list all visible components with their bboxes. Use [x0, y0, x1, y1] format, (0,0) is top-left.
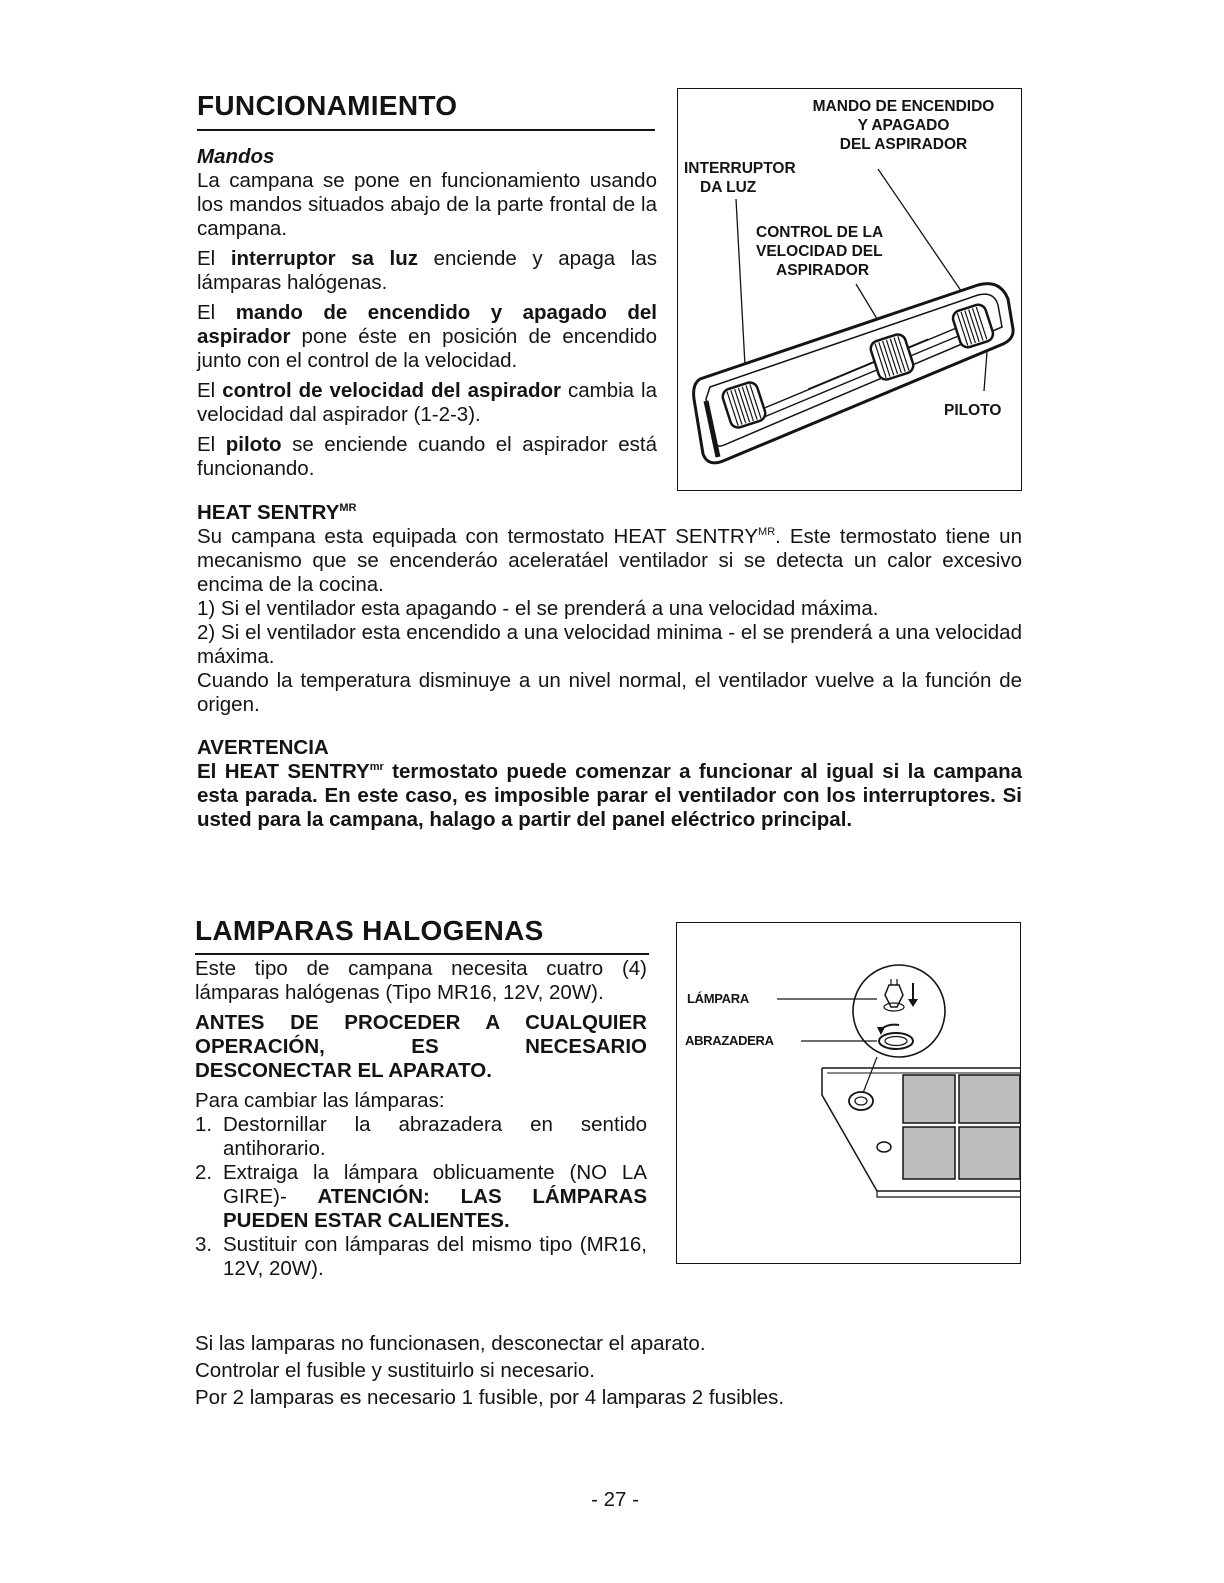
heat-sentry-case-2: 2) Si el ventilador esta encendido a una velocidad minima - el se prenderá a una velocidad máxima.: [197, 621, 1022, 668]
label-abrazadera: ABRAZADERA: [685, 1033, 774, 1048]
fuse-note-2: Controlar el fusible y sustituirlo si necesario.: [195, 1359, 595, 1382]
step-text: Sustituir con lámparas del mismo tipo (MR16, 12V, 20W).: [223, 1233, 647, 1280]
lamps-text-block: [195, 957, 647, 1281]
label-piloto: PILOTO: [944, 402, 1002, 419]
halogen-lamp-illustration: [677, 923, 1020, 1263]
label-line: ASPIRADOR: [776, 262, 870, 279]
heat-sentry-description: [197, 525, 1022, 597]
label-line: INTERRUPTOR: [684, 160, 796, 177]
text: El: [197, 379, 223, 402]
fuse-note-3: Por 2 lamparas es necesario 1 fusible, por 4 lamparas 2 fusibles.: [195, 1386, 785, 1409]
step-text: Destornillar la abrazadera en sentido antihorario.: [223, 1113, 647, 1160]
trademark-sup: MR: [758, 526, 776, 539]
label-line: CONTROL DE LA: [756, 224, 884, 241]
paragraph-intro: La campana se pone en funcionamiento usando los mandos situados abajo de la parte frontal de la campana.: [197, 169, 657, 240]
label-line: MANDO DE ENCENDIDO: [812, 98, 995, 115]
paragraph-change-lamps: Para cambiar las lámparas:: [195, 1089, 445, 1112]
step-number: 1.: [195, 1113, 213, 1136]
grease-filter-panels: [903, 1075, 1020, 1179]
warning-title: AVERTENCIA: [197, 736, 329, 759]
label-control-velocidad: [756, 223, 956, 280]
text: El: [197, 301, 236, 324]
title-underline: [195, 953, 649, 955]
list-item: [195, 1161, 647, 1233]
label-lampara: LÁMPARA: [687, 991, 749, 1006]
step-warning: ATENCIÓN: LAS LÁMPARAS PUEDEN ESTAR CALIENTES.: [223, 1185, 647, 1232]
label-interruptor: [684, 159, 796, 197]
term-light-switch: interruptor sa luz: [230, 247, 419, 270]
label-line: DEL ASPIRADOR: [839, 136, 968, 153]
text: El HEAT SENTRY: [197, 760, 370, 783]
subtitle-mandos: Mandos: [197, 145, 275, 168]
term-fan-switch: mando de encendido y apagado del aspirador: [197, 301, 657, 348]
label-line: DA LUZ: [700, 179, 757, 196]
fuse-note-1: Si las lamparas no funcionasen, desconectar el aparato.: [195, 1332, 706, 1355]
paragraph-lamp-type: Este tipo de campana necesita cuatro (4) lámparas halógenas (Tipo MR16, 12V, 20W).: [195, 957, 647, 1004]
label-line: Y APAGADO: [857, 117, 950, 134]
heat-sentry-normal: Cuando la temperatura disminuye a un nivel normal, el ventilador vuelve a la función de origen.: [197, 669, 1022, 716]
label-mando-encendido: [796, 97, 1011, 154]
section-title-lamparas: LAMPARAS HALOGENAS: [195, 915, 544, 946]
fuse-notes: [195, 1330, 1020, 1411]
trademark-sup: mr: [369, 761, 384, 774]
paragraph-fan-switch: [197, 301, 657, 373]
text: Su campana esta equipada con termostato HEAT SENTRY: [197, 525, 759, 548]
list-item: [195, 1233, 647, 1281]
controls-text-block: [197, 145, 657, 481]
term-speed-control: control de velocidad del aspirador: [222, 379, 562, 402]
control-panel-figure: [677, 88, 1022, 491]
paragraph-disconnect-warning: ANTES DE PROCEDER A CUALQUIER OPERACIÓN, ES NECESARIO DESCONECTAR EL APARATO.: [195, 1011, 647, 1082]
trademark-sup: MR: [339, 502, 357, 515]
text: pone éste en posición de encendido junto con el control de la velocidad.: [197, 325, 657, 372]
warning-text: [197, 760, 1022, 832]
text: se enciende cuando el aspirador está funcionando.: [197, 433, 657, 480]
heat-sentry-title: [197, 501, 1022, 525]
warning-section: [197, 736, 1022, 832]
label-line: VELOCIDAD DEL: [756, 243, 883, 260]
list-item: [195, 1113, 647, 1161]
text: termostato puede comenzar a funcionar al igual si la campana esta parada. En este caso, es imposible parar el ventilador con los interruptores. Si usted para la campana, halago a partir del panel eléctrico principal.: [197, 760, 1022, 831]
text: El: [197, 433, 226, 456]
text: . Este termostato tiene un mecanismo que se encenderáo aceleratáel ventilador si se detecta un calor excesivo encima de la cocina.: [197, 525, 1022, 596]
title-underline: [197, 129, 655, 131]
section-title-funcionamiento: FUNCIONAMIENTO: [197, 90, 458, 121]
text: El: [197, 247, 231, 270]
heat-sentry-case-1: 1) Si el ventilador esta apagando - el se prenderá a una velocidad máxima.: [197, 597, 879, 620]
heading-text: HEAT SENTRY: [197, 501, 340, 524]
halogen-lamp-figure: [676, 922, 1021, 1264]
term-pilot: piloto: [225, 433, 282, 456]
step-number: 2.: [195, 1161, 213, 1184]
paragraph-speed-control: [197, 379, 657, 427]
text: cambia la velocidad dal aspirador (1-2-3).: [197, 379, 657, 426]
paragraph-light-switch: [197, 247, 657, 295]
step-text: Extraiga la lámpara oblicuamente (NO LA GIRE)-: [223, 1161, 647, 1208]
paragraph-pilot-light: [197, 433, 657, 481]
page-number: - 27 -: [591, 1488, 639, 1511]
step-number: 3.: [195, 1233, 213, 1256]
heat-sentry-section: [197, 501, 1022, 717]
text: enciende y apaga las lámparas halógenas.: [197, 247, 657, 294]
lamp-steps-list: [195, 1113, 647, 1281]
